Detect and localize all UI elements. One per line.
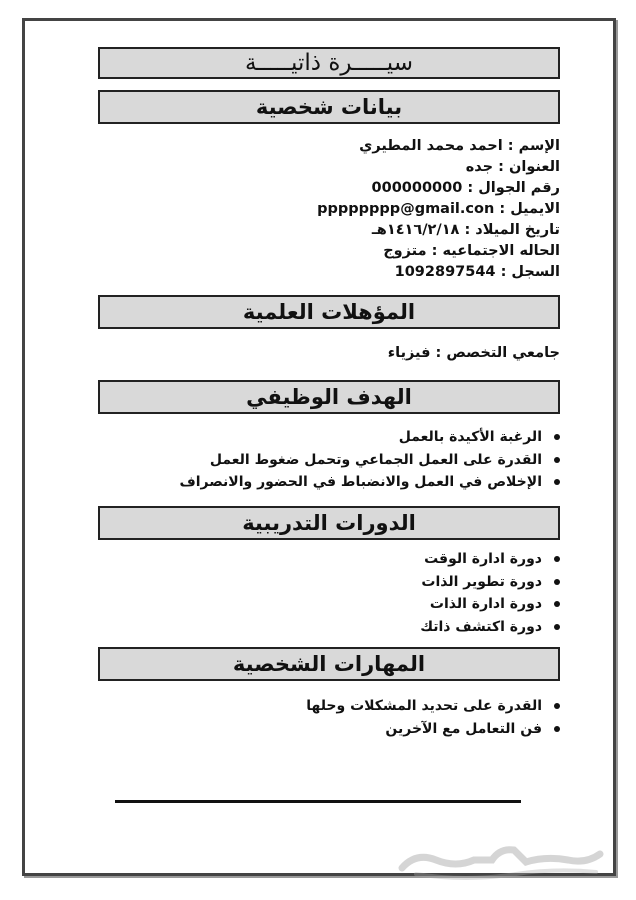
info-address: العنوان : جده <box>465 159 560 175</box>
section-heading: الهدف الوظيفي <box>246 385 412 409</box>
page-title-bar <box>98 47 560 79</box>
list-item: دورة ادارة الذات <box>420 593 542 616</box>
info-email: الايميل : pppppppp@gmail.con <box>317 201 560 217</box>
list-item: فن التعامل مع الآخرين <box>306 718 542 741</box>
skills-list <box>306 695 560 740</box>
list-item: الإخلاص في العمل والانضباط في الحضور والانصراف <box>179 471 542 494</box>
section-skills-heading <box>98 647 560 681</box>
list-item: دورة تطوير الذات <box>420 571 542 594</box>
list-item: القدرة على العمل الجماعي وتحمل ضغوط العمل <box>179 449 542 472</box>
info-birthdate: تاريخ الميلاد : ١٤١٦/٢/١٨هـ <box>371 222 560 238</box>
info-record: السجل : 1092897544 <box>394 264 560 280</box>
qualification-line: جامعي التخصص : فيزياء <box>387 345 560 361</box>
page-title: سيـــــرة ذاتيـــــة <box>245 50 413 76</box>
haraj-watermark-logo <box>396 838 610 884</box>
section-heading: الدورات التدريبية <box>242 511 416 535</box>
signature-line <box>115 800 521 803</box>
objective-list <box>179 426 560 494</box>
section-courses-heading <box>98 506 560 540</box>
info-marital-status: الحاله الاجتماعيه : متزوج <box>383 243 560 259</box>
section-personal-heading <box>98 90 560 124</box>
section-objective-heading <box>98 380 560 414</box>
list-item: دورة اكتشف ذاتك <box>420 616 542 639</box>
list-item: القدرة على تحديد المشكلات وحلها <box>306 695 542 718</box>
qualifications-block <box>388 343 560 364</box>
section-heading: المهارات الشخصية <box>232 652 426 676</box>
section-qualifications-heading <box>98 295 560 329</box>
personal-info-block <box>317 136 560 283</box>
list-item: الرغبة الأكيدة بالعمل <box>179 426 542 449</box>
section-heading: المؤهلات العلمية <box>242 300 416 324</box>
section-heading: بيانات شخصية <box>255 95 403 119</box>
courses-list <box>420 548 560 638</box>
list-item: دورة ادارة الوقت <box>420 548 542 571</box>
info-name: الإسم : احمد محمد المطيري <box>359 138 560 154</box>
info-mobile: رقم الجوال : 000000000 <box>371 180 560 196</box>
